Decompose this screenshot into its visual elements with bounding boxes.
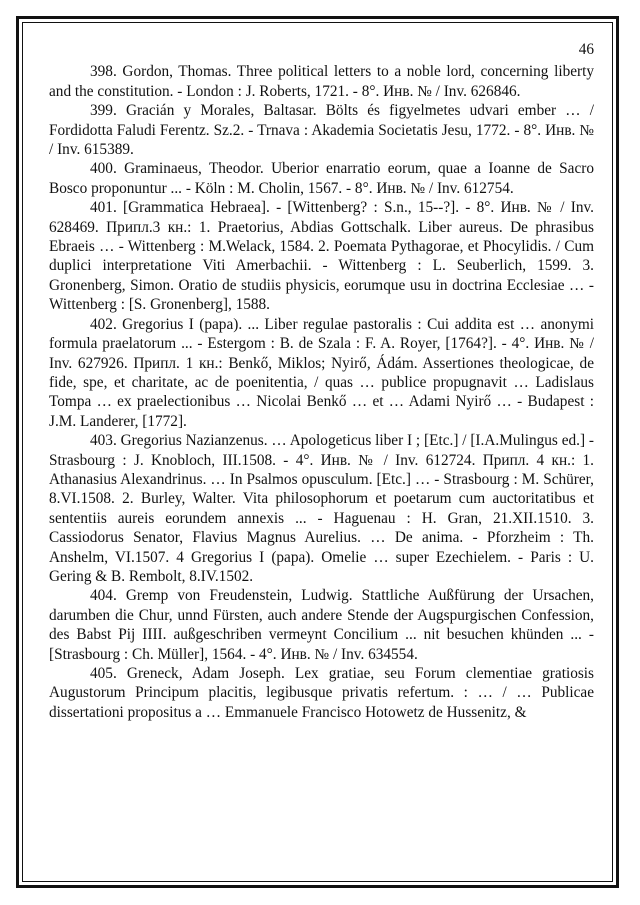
catalog-entry-402: 402. Gregorius I (papa). ... Liber regulae pastoralis : Cui addita est … anonymi formula praelatorum ... - Estergom : B. de Szala : F. A. Royer, [1764?]. - 4°. Инв. № / Inv. 627926. Припл. 1 кн.: Benkő, Miklos; Nyirő, Ádám. Assertiones theologicae, de fide, spe, et charitate, ac de poenitentia, / quas … publice propugnavit … Ladislaus Tompa … ex praelectionibus … Nicolai Benkő … et … Adami Nyirő … - Budapest : J.M. Landerer, [1772]. bbox=[49, 315, 594, 430]
catalog-page bbox=[49, 40, 594, 722]
catalog-entry-401: 401. [Grammatica Hebraea]. - [Wittenberg? : S.n., 15--?]. - 8°. Инв. № / Inv. 628469. Припл.3 кн.: 1. Praetorius, Abdias Gottschalk. Liber aureus. De phrasibus Ebraeis … - Wittenberg : M.Welack, 1584. 2. Poemata Pythagorae, et Phocylidis. / Cum duplici interpretatione Viti Amerbachii. - Wittenberg : L. Seuberlich, 1599. 3. Gronenberg, Simon. Oratio de studiis physicis, eorumque usu in doctrina Ecclesiae … - Wittenberg : [S. Gronenberg], 1588. bbox=[49, 199, 594, 314]
catalog-entry-405: 405. Greneck, Adam Joseph. Lex gratiae, seu Forum clementiae gratiosis Augustorum Principum placitis, legibusque privatis refertum. : … / … Publicae dissertationi propositus a … Emmanuele Francisco Hotowetz de Hussenitz, & bbox=[49, 665, 594, 721]
catalog-entry-403: 403. Gregorius Nazianzenus. … Apologeticus liber I ; [Etc.] / [I.A.Mulingus ed.] - Strasbourg : J. Knobloch, III.1508. - 4°. Инв. № / Inv. 612724. Припл. 4 кн.: 1. Athanasius Alexandrinus. … In Psalmos opusculum. [Etc.] … - Strasbourg : M. Schürer, 8.VI.1508. 2. Burley, Walter. Vita philosophorum et poetarum cum auctoritatibus et sententiis aureis eorundem annexis ... - Haguenau : H. Gran, 21.XII.1510. 3. Cassiodorus Senator, Flavius Magnus Aurelius. … De anima. - Pforzheim : Th. Anshelm, VI.1507. 4 Gregorius I (papa). Omelie … super Ezechielem. - Paris : U. Gering & B. Rembolt, 8.IV.1502. bbox=[49, 432, 594, 585]
catalog-entry-404: 404. Gremp von Freudenstein, Ludwig. Stattliche Außfürung der Ursachen, darumben die Chur, unnd Fürsten, auch andere Stende der Augspurgischen Confession, des Babst Pij IIII. außgeschriben vermeynt Concilium ... nit besuchen khünden ... - [Strasbourg : Ch. Müller], 1564. - 4°. Инв. № / Inv. 634554. bbox=[49, 587, 594, 663]
catalog-entry-399: 399. Gracián y Morales, Baltasar. Bölts és figyelmetes udvari ember … / Fordidotta Faludi Ferentz. Sz.2. - Trnava : Akademia Societatis Jesu, 1772. - 8°. Инв. № / Inv. 615389. bbox=[49, 102, 594, 159]
catalog-entry-400: 400. Graminaeus, Theodor. Uberior enarratio eorum, quae a Ioanne de Sacro Bosco proponuntur ... - Köln : M. Cholin, 1567. - 8°. Инв. № / Inv. 612754. bbox=[49, 160, 594, 197]
catalog-entry-398: 398. Gordon, Thomas. Three political letters to a noble lord, concerning liberty and the constitution. - London : J. Roberts, 1721. - 8°. Инв. № / Inv. 626846. bbox=[49, 63, 594, 100]
page-number: 46 bbox=[578, 41, 594, 58]
